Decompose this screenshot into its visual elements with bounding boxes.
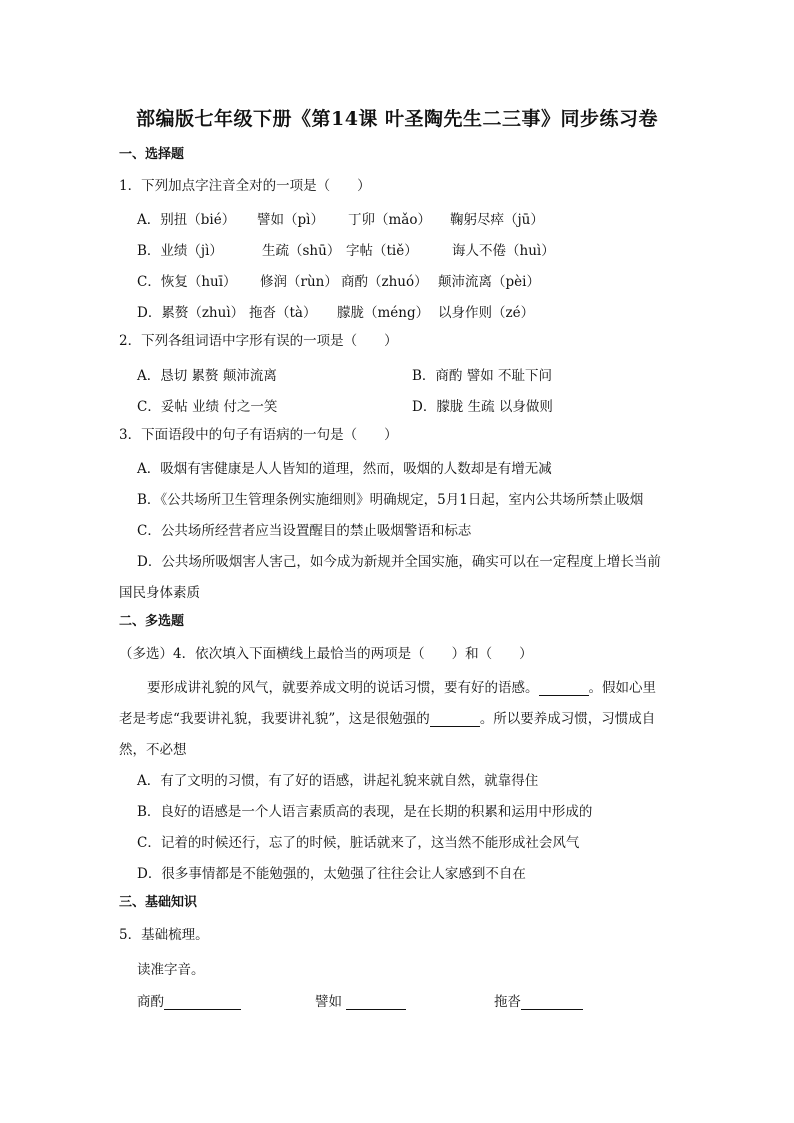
q1-option-b-1: B．业绩（jì） [137, 243, 223, 259]
q4-passage-line2 [119, 707, 655, 727]
q4-option-b: B．良好的语感是一个人语言素质高的表现，是在长期的积累和运用中形成的 [137, 804, 593, 820]
section-heading-choice: 一、选择题 [119, 147, 185, 162]
pinyin-blank[interactable] [346, 995, 406, 1010]
q5-word: 拖沓 [494, 994, 521, 1010]
q4-passage-text: 要形成讲礼貌的风气，就要养成文明的说话习惯，要有好的语感。 [147, 680, 539, 696]
q2-option-c: C．妥帖 业绩 付之一笑 [137, 399, 278, 415]
q1-option-a-4: 鞠躬尽瘁（jū） [450, 212, 544, 228]
q1-option-d-2: 拖沓（tà） [249, 305, 317, 321]
q3-option-d-line1: D．公共场所吸烟害人害己，如今成为新规并全国实施，确实可以在一定程度上增长当前 [137, 554, 661, 570]
q4-option-d: D．很多事情都是不能勉强的，太勉强了往往会让人家感到不自在 [137, 866, 526, 882]
q1-option-d-3: 朦胧（méng） [337, 305, 430, 321]
q4-passage-text: 老是考虑“我要讲礼貌，我要讲礼貌”，这是很勉强的 [119, 711, 430, 727]
q5-word: 譬如 [315, 994, 342, 1010]
q1-option-b-2: 生疏（shū） [262, 243, 341, 259]
q1-option-a-2: 譬如（pì） [257, 212, 324, 228]
q1-option-b-4: 诲人不倦（huì） [452, 243, 555, 259]
pinyin-blank[interactable] [521, 995, 583, 1010]
q1-option-c-4: 颠沛流离（pèi） [438, 274, 540, 290]
q1-option-c-2: 修润（rùn） [260, 274, 338, 290]
q5-word-item-3 [494, 990, 583, 1010]
q5-word-item-1 [137, 990, 241, 1010]
fill-blank[interactable] [539, 681, 589, 696]
q4-passage-line3: 然，不必想 [119, 742, 187, 758]
q4-passage-text: 。所以要养成习惯，习惯成自 [479, 711, 656, 727]
question-4-stem: （多选）4．依次填入下面横线上最恰当的两项是（ ）和（ ） [119, 646, 533, 662]
question-3-stem: 3．下面语段中的句子有语病的一句是（ ） [119, 427, 398, 443]
q3-option-c: C．公共场所经营者应当设置醒目的禁止吸烟警语和标志 [137, 523, 472, 539]
q1-option-a-1: A．别扭（bié） [137, 212, 236, 228]
question-1-stem: 1．下列加点字注音全对的一项是（ ） [119, 178, 371, 194]
q3-option-b: B．《公共场所卫生管理条例实施细则》明确规定，5月1日起，室内公共场所禁止吸烟 [137, 492, 644, 508]
q3-option-d-line2: 国民身体素质 [119, 585, 200, 601]
q4-passage-text: 。假如心里 [588, 680, 656, 696]
q5-subheading: 读准字音。 [137, 962, 205, 978]
q1-option-d-4: 以身作则（zé） [438, 305, 535, 321]
q2-option-a: A．恳切 累赘 颠沛流离 [137, 368, 277, 384]
q2-option-d: D．朦胧 生疏 以身做则 [412, 399, 553, 415]
q1-option-b-3: 字帖（tiě） [346, 243, 418, 259]
q4-option-c: C．记着的时候还行，忘了的时候，脏话就来了，这当然不能形成社会风气 [137, 835, 580, 851]
q4-passage-line1 [147, 676, 656, 696]
q1-option-c-1: C．恢复（huī） [137, 274, 237, 290]
q2-option-b: B．商酌 譬如 不耻下问 [412, 368, 553, 384]
section-heading-multi: 二、多选题 [119, 614, 185, 629]
q1-option-c-3: 商酌（zhuó） [341, 274, 428, 290]
question-2-stem: 2．下列各组词语中字形有误的一项是（ ） [119, 333, 398, 349]
q3-option-a: A．吸烟有害健康是人人皆知的道理，然而，吸烟的人数却是有增无减 [137, 461, 552, 477]
page-title: 部编版七年级下册《第14课 叶圣陶先生二三事》同步练习卷 [135, 108, 659, 130]
q1-option-d-1: D．累赘（zhuì） [137, 305, 245, 321]
q1-option-a-3: 丁卯（mǎo） [348, 212, 431, 228]
q5-word: 商酌 [137, 994, 164, 1010]
question-5-stem: 5．基础梳理。 [119, 927, 209, 943]
fill-blank[interactable] [430, 712, 480, 727]
q4-option-a: A．有了文明的习惯，有了好的语感，讲起礼貌来就自然，就靠得住 [137, 773, 539, 789]
q5-word-item-2 [315, 990, 406, 1010]
pinyin-blank[interactable] [164, 995, 241, 1010]
section-heading-basics: 三、基础知识 [119, 895, 198, 910]
